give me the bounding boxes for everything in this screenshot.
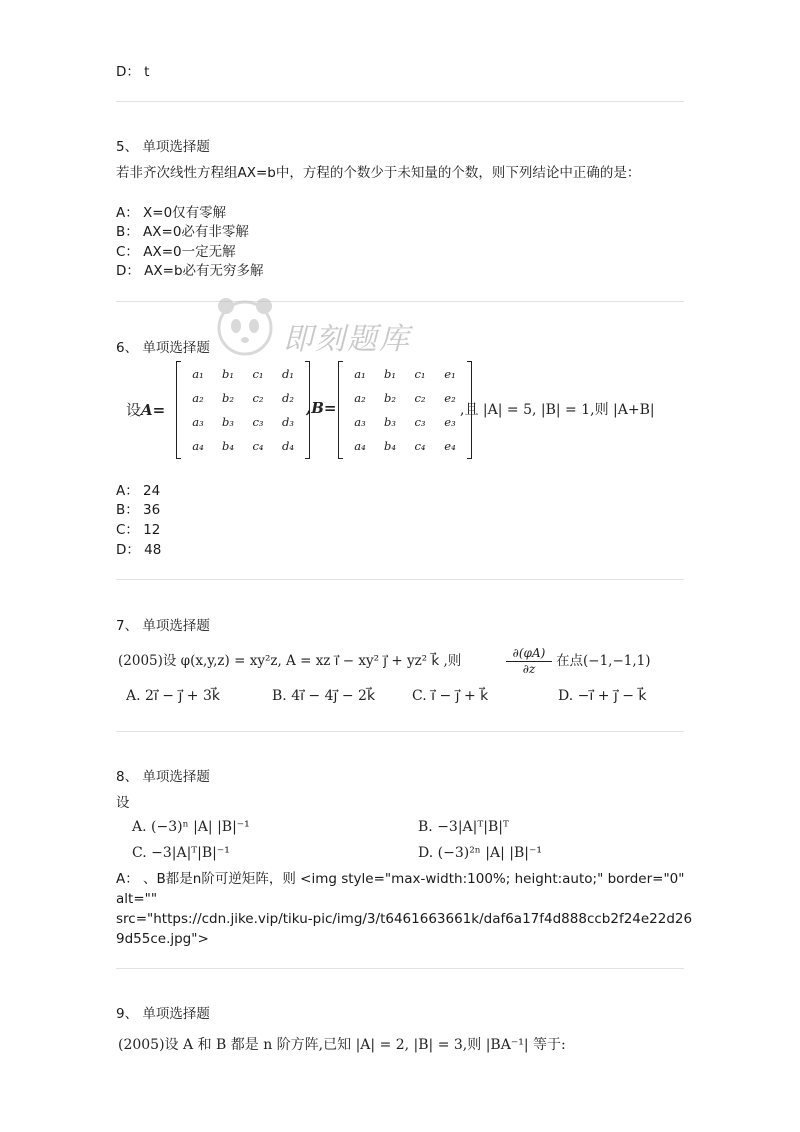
q6-option-d[interactable]: D： 48 (116, 542, 162, 558)
matrix-entry: b₃ (384, 415, 396, 429)
q6-tail: ,且 |A| = 5, |B| = 1,则 |A+B| (460, 402, 655, 418)
q9-stem: (2005)设 A 和 B 都是 n 阶方阵,已知 |A| = 2, |B| = 3,则 |BA⁻¹| 等于: (118, 1037, 566, 1053)
q6-b-label: ,B= (306, 399, 337, 417)
q8-option-a[interactable]: A. (−3)ⁿ |A| |B|⁻¹ (132, 819, 250, 835)
matrix-entry: e₁ (444, 367, 456, 381)
q6-option-a[interactable]: A： 24 (116, 483, 161, 499)
q4-option-d[interactable]: D： t (116, 64, 150, 80)
matrix-entry: b₃ (222, 415, 234, 429)
divider (116, 731, 684, 732)
matrix-entry: a₄ (192, 439, 204, 453)
matrix-entry: b₁ (222, 367, 234, 381)
matrix-entry: a₂ (192, 391, 204, 405)
matrix-entry: a₃ (192, 415, 204, 429)
matrix-b (338, 362, 472, 458)
q6-option-b[interactable]: B： 36 (116, 502, 161, 518)
matrix-entry: c₁ (414, 367, 426, 381)
q5-stem: 若非齐次线性方程组AX=b中，方程的个数少于未知量的个数，则下列结论中正确的是： (116, 165, 641, 181)
q5-option-c[interactable]: C： AX=0一定无解 (116, 244, 236, 260)
q9-header: 9、 单项选择题 (116, 1006, 210, 1022)
matrix-entry: a₂ (354, 391, 366, 405)
matrix-entry: c₁ (252, 367, 264, 381)
q8-lead: 设 (116, 795, 130, 811)
matrix-entry: d₄ (282, 439, 294, 453)
q5-option-b[interactable]: B： AX=0必有非零解 (116, 224, 249, 240)
matrix-entry: c₄ (414, 439, 426, 453)
q7-stem-tail: 在点(−1,−1,1) (556, 653, 651, 669)
divider (116, 579, 684, 580)
matrix-entry: b₄ (222, 439, 234, 453)
matrix-entry: c₄ (252, 439, 264, 453)
q8-answer-line: alt="" (116, 891, 158, 907)
matrix-entry: a₄ (354, 439, 366, 453)
divider (116, 101, 684, 102)
q8-option-c[interactable]: C. −3|A|ᵀ|B|⁻¹ (132, 845, 230, 861)
matrix-entry: d₁ (282, 367, 294, 381)
matrix-entry: e₂ (444, 391, 456, 405)
q8-option-d[interactable]: D. (−3)²ⁿ |A| |B|⁻¹ (418, 845, 543, 861)
q7-option-a[interactable]: A. 2i⃗ − j⃗ + 3k⃗ (126, 688, 220, 704)
q6-lead: 设A= (126, 401, 166, 419)
matrix-entry: c₃ (252, 415, 264, 429)
matrix-entry: c₂ (252, 391, 264, 405)
q7-header: 7、 单项选择题 (116, 618, 210, 634)
q7-option-d[interactable]: D. −i⃗ + j⃗ − k⃗ (558, 688, 647, 704)
matrix-entry: a₁ (192, 367, 204, 381)
matrix-entry: b₄ (384, 439, 396, 453)
q8-answer-line: src="https://cdn.jike.vip/tiku-pic/img/3/t6461663661k/daf6a17f4d888ccb2f24e22d26 (116, 911, 693, 927)
matrix-entry: b₂ (384, 391, 396, 405)
matrix-entry: a₁ (354, 367, 366, 381)
q5-option-d[interactable]: D： AX=b必有无穷多解 (116, 263, 264, 279)
matrix-entry: d₃ (282, 415, 294, 429)
matrix-entry: c₂ (414, 391, 426, 405)
q8-answer-line[interactable]: A： 、B都是n阶可逆矩阵，则 <img style="max-width:100%; height:auto;" border="0" (116, 871, 685, 887)
q7-stem: (2005)设 φ(x,y,z) = xy²z, A = xz i⃗ − xy² j⃗ + yz² k⃗ ,则 (118, 653, 462, 669)
matrix-entry: b₂ (222, 391, 234, 405)
q6-header: 6、 单项选择题 (116, 340, 210, 356)
matrix-entry: c₃ (414, 415, 426, 429)
watermark-text: 即刻题库 (283, 322, 411, 357)
matrix-a (176, 362, 310, 458)
q7-option-c[interactable]: C. i⃗ − j⃗ + k⃗ (412, 688, 489, 704)
q6-option-c[interactable]: C： 12 (116, 522, 161, 538)
q7-option-b[interactable]: B. 4i⃗ − 4j⃗ − 2k⃗ (272, 688, 376, 704)
matrix-entry: b₁ (384, 367, 396, 381)
q5-option-a[interactable]: A： X=0仅有零解 (116, 205, 227, 221)
q8-answer-line: 9d55ce.jpg"> (116, 931, 209, 947)
q8-header: 8、 单项选择题 (116, 769, 210, 785)
q8-option-b[interactable]: B. −3|A|ᵀ|B|ᵀ (418, 819, 509, 835)
q5-header: 5、 单项选择题 (116, 139, 210, 155)
q7-fraction: $\frac{\partial(\varphi A)}{\partial z}$ (506, 646, 552, 677)
matrix-entry: a₃ (354, 415, 366, 429)
matrix-entry: e₃ (444, 415, 456, 429)
divider (116, 968, 684, 969)
matrix-entry: e₄ (444, 439, 456, 453)
matrix-entry: d₂ (282, 391, 294, 405)
